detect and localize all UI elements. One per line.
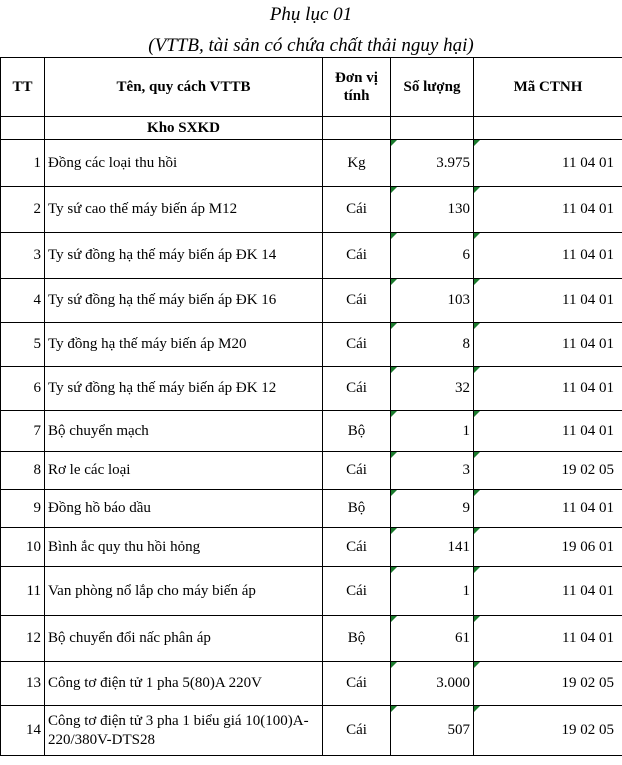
item-name: Đồng các loại thu hồi	[45, 140, 323, 187]
item-quantity: 507	[391, 706, 474, 756]
table-row	[1, 411, 622, 452]
table-row	[1, 187, 622, 233]
row-number: 6	[1, 367, 45, 411]
item-waste-code: 11 04 01	[474, 367, 622, 411]
table-row	[1, 452, 622, 490]
table-row	[1, 616, 622, 662]
hazardous-waste-table	[0, 57, 622, 756]
item-quantity: 61	[391, 616, 474, 662]
item-unit: Cái	[323, 323, 391, 367]
item-name: Ty sứ cao thế máy biến áp M12	[45, 187, 323, 233]
table-row	[1, 367, 622, 411]
item-unit: Kg	[323, 140, 391, 187]
row-number: 5	[1, 323, 45, 367]
item-unit: Cái	[323, 452, 391, 490]
item-waste-code: 11 04 01	[474, 187, 622, 233]
item-unit: Bộ	[323, 490, 391, 528]
item-name: Ty sứ đồng hạ thế máy biến áp ĐK 16	[45, 279, 323, 323]
item-quantity: 3.975	[391, 140, 474, 187]
header-name: Tên, quy cách VTTB	[45, 58, 323, 117]
item-quantity: 8	[391, 323, 474, 367]
row-number: 9	[1, 490, 45, 528]
item-waste-code: 19 02 05	[474, 662, 622, 706]
row-number: 8	[1, 452, 45, 490]
row-number: 3	[1, 233, 45, 279]
page-subtitle: (VTTB, tài sản có chứa chất thải nguy hại)	[148, 35, 474, 56]
item-name: Rơ le các loại	[45, 452, 323, 490]
row-number: 12	[1, 616, 45, 662]
row-number: 14	[1, 706, 45, 756]
item-name: Ty sứ đồng hạ thế máy biến áp ĐK 14	[45, 233, 323, 279]
item-name: Đồng hồ báo dầu	[45, 490, 323, 528]
item-unit: Cái	[323, 567, 391, 616]
table-row	[1, 323, 622, 367]
table-row	[1, 567, 622, 616]
item-quantity: 1	[391, 567, 474, 616]
table-row	[1, 528, 622, 567]
table-row	[1, 706, 622, 756]
item-name: Ty đồng hạ thế máy biến áp M20	[45, 323, 323, 367]
item-quantity: 6	[391, 233, 474, 279]
table-row	[1, 490, 622, 528]
row-number: 2	[1, 187, 45, 233]
item-unit: Cái	[323, 662, 391, 706]
item-quantity: 3	[391, 452, 474, 490]
item-name: Công tơ điện tử 1 pha 5(80)A 220V	[45, 662, 323, 706]
item-unit: Cái	[323, 233, 391, 279]
header-qty: Số lượng	[391, 58, 474, 117]
item-waste-code: 19 02 05	[474, 452, 622, 490]
section-row	[1, 117, 622, 140]
item-name: Ty sứ đồng hạ thế máy biến áp ĐK 12	[45, 367, 323, 411]
item-quantity: 3.000	[391, 662, 474, 706]
item-waste-code: 11 04 01	[474, 279, 622, 323]
item-unit: Cái	[323, 187, 391, 233]
item-name: Bộ chuyển đổi nấc phân áp	[45, 616, 323, 662]
header-tt: TT	[1, 58, 45, 117]
item-unit: Cái	[323, 367, 391, 411]
item-waste-code: 11 04 01	[474, 323, 622, 367]
row-number: 13	[1, 662, 45, 706]
header-code: Mã CTNH	[474, 58, 622, 117]
item-waste-code: 11 04 01	[474, 140, 622, 187]
row-number: 10	[1, 528, 45, 567]
item-unit: Cái	[323, 528, 391, 567]
item-unit: Cái	[323, 706, 391, 756]
item-unit: Cái	[323, 279, 391, 323]
item-quantity: 9	[391, 490, 474, 528]
item-quantity: 130	[391, 187, 474, 233]
item-waste-code: 19 06 01	[474, 528, 622, 567]
item-unit: Bộ	[323, 616, 391, 662]
item-name: Van phòng nổ lắp cho máy biến áp	[45, 567, 323, 616]
item-waste-code: 11 04 01	[474, 490, 622, 528]
item-name: Công tơ điện tử 3 pha 1 biểu giá 10(100)A-220/380V-DTS28	[45, 706, 323, 756]
header-unit: Đơn vị tính	[323, 58, 391, 117]
item-quantity: 103	[391, 279, 474, 323]
item-quantity: 1	[391, 411, 474, 452]
row-number: 11	[1, 567, 45, 616]
item-waste-code: 11 04 01	[474, 411, 622, 452]
section-label: Kho SXKD	[45, 117, 323, 140]
item-waste-code: 11 04 01	[474, 616, 622, 662]
item-waste-code: 11 04 01	[474, 233, 622, 279]
row-number: 4	[1, 279, 45, 323]
item-quantity: 141	[391, 528, 474, 567]
row-number: 7	[1, 411, 45, 452]
table-row	[1, 233, 622, 279]
table-header-row	[1, 58, 622, 117]
item-name: Bình ắc quy thu hồi hỏng	[45, 528, 323, 567]
table-row	[1, 140, 622, 187]
item-quantity: 32	[391, 367, 474, 411]
table-row	[1, 662, 622, 706]
item-unit: Bộ	[323, 411, 391, 452]
table-row	[1, 279, 622, 323]
item-waste-code: 19 02 05	[474, 706, 622, 756]
page-title: Phụ lục 01	[269, 4, 353, 25]
row-number: 1	[1, 140, 45, 187]
item-name: Bộ chuyển mạch	[45, 411, 323, 452]
item-waste-code: 11 04 01	[474, 567, 622, 616]
